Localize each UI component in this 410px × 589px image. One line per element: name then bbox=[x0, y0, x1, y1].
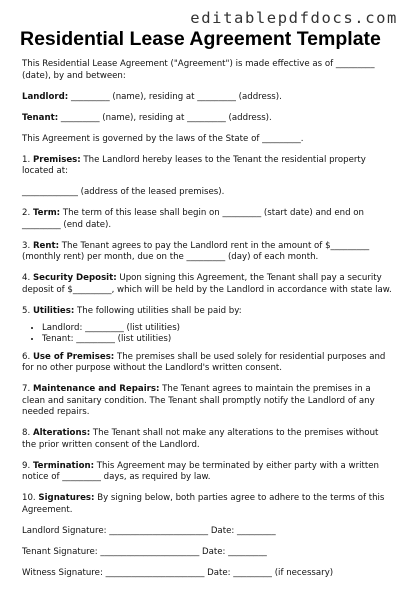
section-label: Signatures: bbox=[38, 493, 95, 503]
section-signatures bbox=[22, 493, 394, 516]
section-security-deposit bbox=[22, 273, 394, 296]
section-label: Termination: bbox=[32, 460, 95, 471]
section-text: The Tenant agrees to pay the Landlord rent in the amount of $_________ (monthly rent) per month, due on the _________ (day) of each month. bbox=[22, 240, 370, 262]
section-rent bbox=[22, 241, 394, 264]
section-label: Alterations: bbox=[32, 428, 91, 438]
section-number: 8. bbox=[22, 428, 33, 438]
tenant-signature-line: Tenant Signature: _______________________ Date: _________ bbox=[22, 546, 267, 557]
section-text: The following utilities shall be paid by: bbox=[74, 305, 242, 316]
section-label: Security Deposit: bbox=[32, 273, 117, 283]
section-termination bbox=[22, 461, 394, 484]
section-number: 5. bbox=[22, 305, 33, 316]
section-maintenance bbox=[22, 384, 394, 419]
list-item: • Landlord: _________ (list utilities) bbox=[42, 323, 394, 335]
tenant-line bbox=[22, 113, 394, 125]
section-number: 3. bbox=[22, 240, 33, 251]
section-number: 9. bbox=[22, 460, 33, 471]
landlord-text: _________ (name), residing at _________ (address). bbox=[68, 91, 282, 102]
section-label: Use of Premises: bbox=[32, 351, 115, 362]
tenant-text: _________ (name), residing at _________ (address). bbox=[58, 112, 272, 123]
utilities-list bbox=[22, 323, 394, 346]
section-premises bbox=[22, 155, 394, 178]
section-number: 7. bbox=[22, 384, 33, 394]
section-label: Premises: bbox=[32, 154, 81, 165]
section-text: The term of this lease shall begin on _________ (start date) and end on _________ (end date). bbox=[22, 208, 364, 230]
section-label: Term: bbox=[32, 208, 61, 218]
section-number: 6. bbox=[22, 351, 33, 362]
section-text: The premises shall be used solely for residential purposes and for no other purpose without the Landlord's written consent. bbox=[22, 351, 386, 373]
premises-address-line: _____________ (address of the leased premises). bbox=[22, 187, 225, 197]
section-number: 1. bbox=[22, 154, 33, 165]
section-use-of-premises bbox=[22, 352, 394, 375]
section-label: Utilities: bbox=[32, 305, 75, 316]
list-item: • Tenant: _________ (list utilities) bbox=[42, 334, 394, 346]
landlord-label: Landlord: bbox=[22, 91, 69, 102]
section-text: This Agreement may be terminated by either party with a written notice of _________ days, as required by law. bbox=[22, 460, 379, 482]
section-term bbox=[22, 208, 394, 231]
witness-signature-line: Witness Signature: _______________________ Date: _________ (if necessary) bbox=[22, 567, 334, 578]
document-body bbox=[22, 59, 394, 589]
section-alterations bbox=[22, 428, 394, 451]
tenant-label: Tenant: bbox=[22, 112, 59, 123]
section-text: The Landlord hereby leases to the Tenant the residential property located at: bbox=[22, 154, 366, 176]
section-number: 10. bbox=[22, 493, 39, 503]
section-text: The Tenant shall not make any alterations to the premises without the prior written consent of the Landlord. bbox=[22, 428, 379, 450]
section-text: Upon signing this Agreement, the Tenant shall pay a security deposit of $_________, which will be held by the Landlord in accordance with state law. bbox=[22, 273, 392, 295]
section-utilities bbox=[22, 306, 394, 318]
landlord-signature-line: Landlord Signature: _______________________ Date: _________ bbox=[22, 525, 276, 536]
watermark: editablepdfdocs.com bbox=[190, 9, 398, 27]
section-number: 2. bbox=[22, 208, 33, 218]
section-label: Maintenance and Repairs: bbox=[32, 384, 160, 394]
section-text: The Tenant agrees to maintain the premises in a clean and sanitary condition. The Tenant shall promptly notify the Landlord of any needed repairs. bbox=[22, 384, 375, 417]
landlord-line bbox=[22, 92, 394, 104]
governing-law-paragraph: This Agreement is governed by the laws of the State of _________. bbox=[22, 133, 304, 144]
section-label: Rent: bbox=[32, 240, 60, 251]
section-number: 4. bbox=[22, 273, 33, 283]
section-text: By signing below, both parties agree to adhere to the terms of this Agreement. bbox=[22, 493, 385, 515]
intro-paragraph: This Residential Lease Agreement ("Agreement") is made effective as of _________ (date), by and between: bbox=[22, 59, 375, 81]
page-title: Residential Lease Agreement Template bbox=[20, 28, 381, 50]
